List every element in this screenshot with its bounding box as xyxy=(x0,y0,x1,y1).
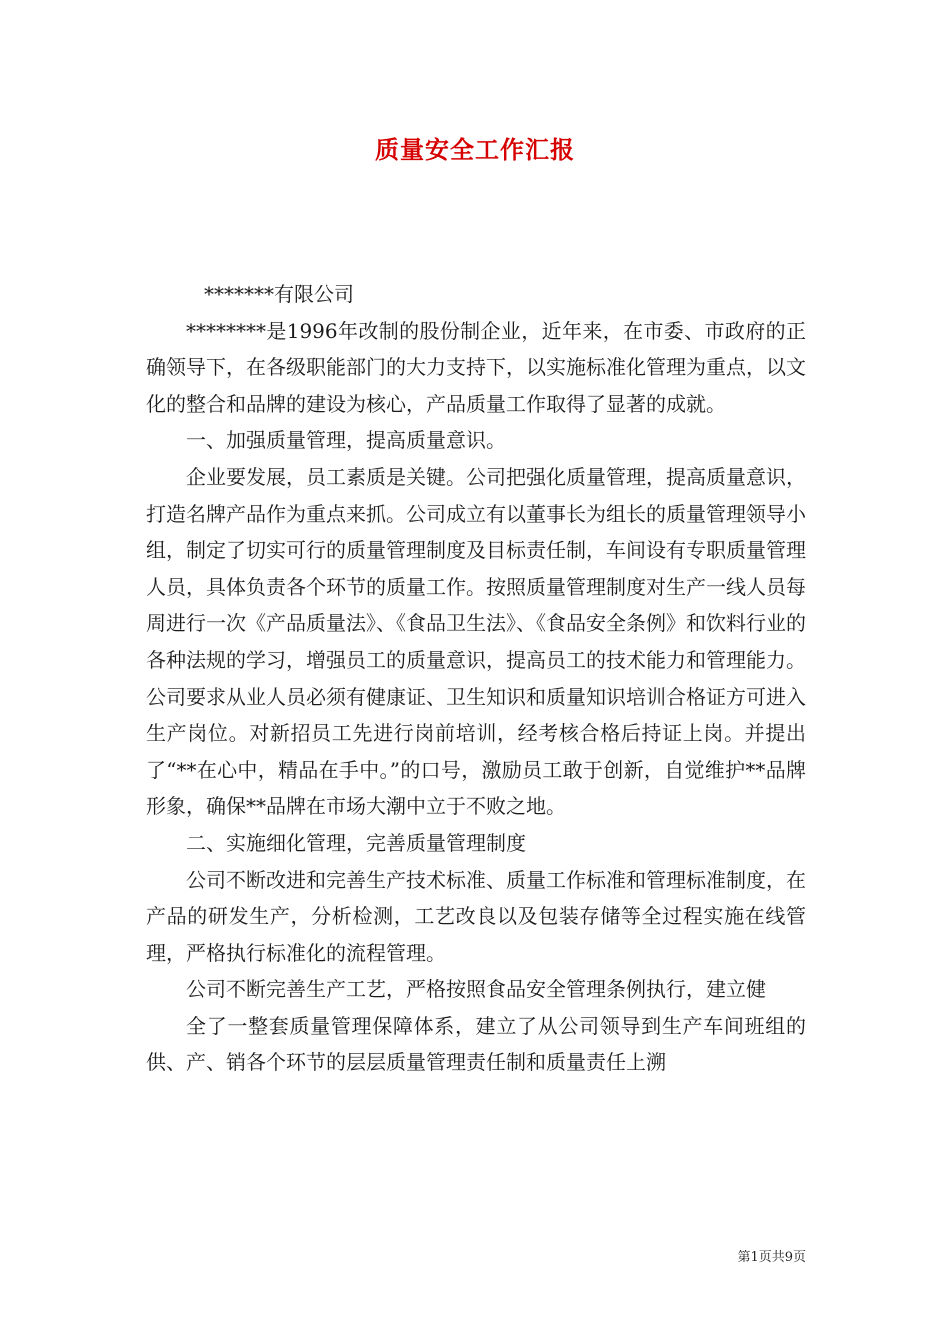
document-title: 质量安全工作汇报 xyxy=(375,135,575,164)
paragraph-intro: ********是1996年改制的股份制企业，近年来，在市委、市政府的正确领导下，在各级职能部门的大力支持下，以实施标准化管理为重点，以文化的整合和品牌的建设为核心，产品质量工作取得了显著的成就。 xyxy=(146,318,806,416)
document-body xyxy=(146,276,806,1081)
section-heading-2: 二、实施细化管理，完善质量管理制度 xyxy=(186,830,526,855)
paragraph-system: 全了一整套质量管理保障体系，建立了从公司领导到生产车间班组的供、产、销各个环节的层层质量管理责任制和质量责任上溯 xyxy=(146,1013,806,1075)
paragraph-standards: 公司不断改进和完善生产技术标准、质量工作标准和管理标准制度，在产品的研发生产，分析检测，工艺改良以及包装存储等全过程实施在线管理，严格执行标准化的流程管理。 xyxy=(146,867,806,965)
section-heading-1: 一、加强质量管理，提高质量意识。 xyxy=(186,428,506,453)
company-line: *******有限公司 xyxy=(204,282,354,306)
paragraph-quality-management: 企业要发展，员工素质是关键。公司把强化质量管理，提高质量意识，打造名牌产品作为重点来抓。公司成立有以董事长为组长的质量管理领导小组，制定了切实可行的质量管理制度及目标责任制，车间设有专职质量管理人员，具体负责各个环节的质量工作。按照质量管理制度对生产一线人员每周进行一次《产品质量法》、《食品卫生法》、《食品安全条例》和饮料行业的各种法规的学习，增强员工的质量意识，提高员工的技术能力和管理能力。公司要求从业人员必须有健康证、卫生知识和质量知识培训合格证方可进入生产岗位。对新招员工先进行岗前培训，经考核合格后持证上岗。并提出了“**在心中，精品在手中。”的口号，激励员工敢于创新，自觉维护**品牌形象，确保**品牌在市场大潮中立于不败之地。 xyxy=(146,464,806,819)
page-number: 第1页共9页 xyxy=(737,1250,806,1265)
paragraph-process: 公司不断完善生产工艺，严格按照食品安全管理条例执行，建立健 xyxy=(186,977,766,1002)
